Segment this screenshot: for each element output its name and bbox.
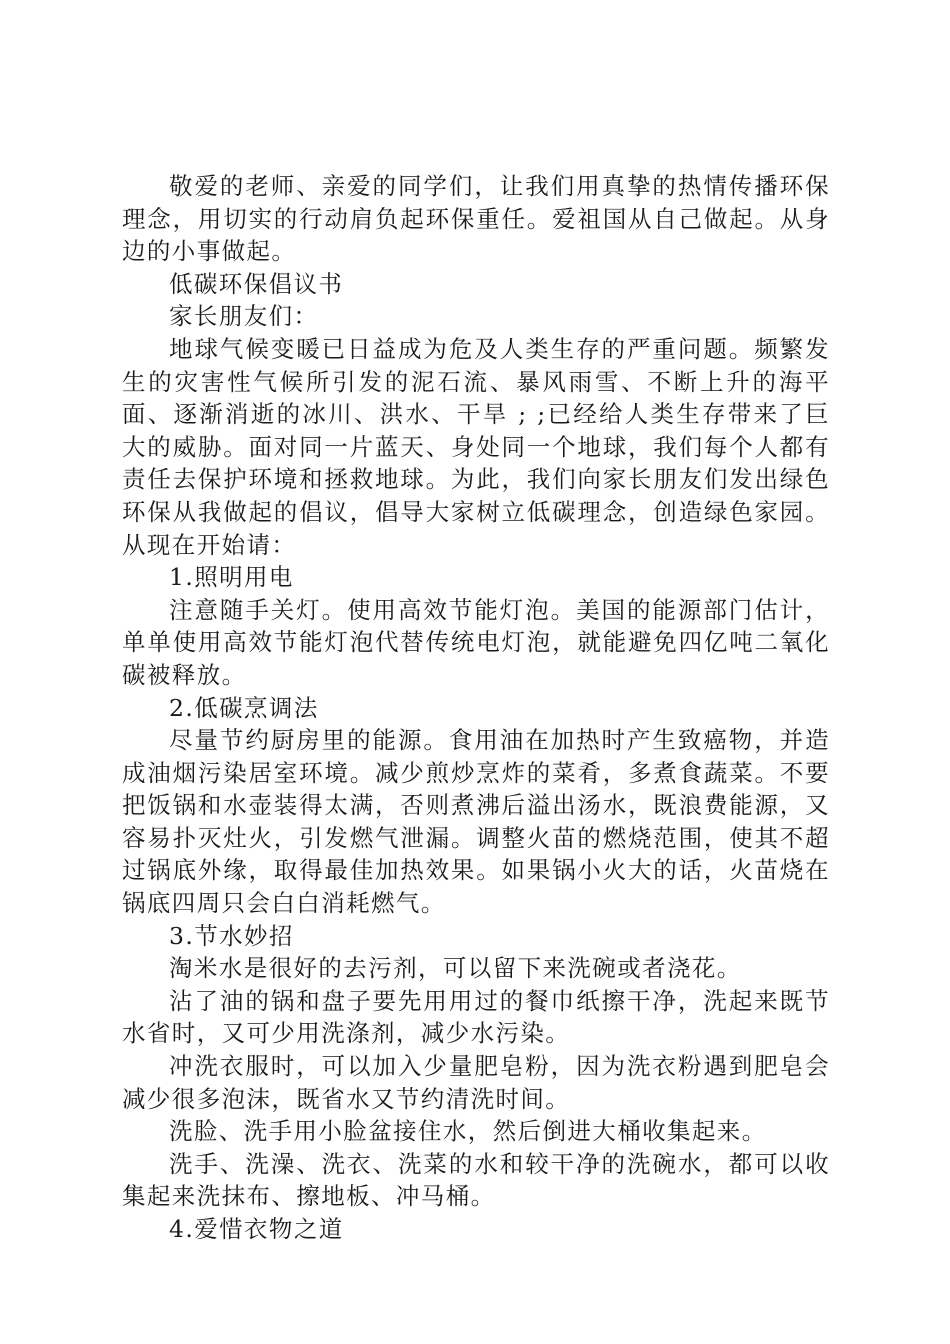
paragraph-laundry: 冲洗衣服时，可以加入少量肥皂粉，因为洗衣粉遇到肥皂会减少很多泡沫，既省水又节约清洗时间。	[122, 1052, 830, 1113]
heading-cooking: 2.低碳烹调法	[169, 693, 319, 722]
paragraph-basin: 洗脸、洗手用小脸盆接住水，然后倒进大桶收集起来。	[169, 1117, 767, 1146]
paragraph-oily-dishes: 沾了油的锅和盘子要先用用过的餐巾纸擦干净，洗起来既节水省时，又可少用洗涤剂，减少水污染。	[122, 986, 830, 1048]
paragraph-cooking: 尽量节约厨房里的能源。食用油在加热时产生致癌物，并造成油烟污染居室环境。减少煎炒烹炸的菜肴，多煮食蔬菜。不要把饭锅和水壶装得太满，否则煮沸后溢出汤水，既浪费能源，又容易扑灭灶火，引发燃气泄漏。调整火苗的燃烧范围，使其不超过锅底外缘，取得最佳加热效果。如果锅小火大的话，火苗烧在锅底四周只会白白消耗燃气。	[122, 726, 830, 918]
salutation: 家长朋友们：	[169, 302, 319, 331]
paragraph-climate-intro: 地球气候变暖已日益成为危及人类生存的严重问题。频繁发生的灾害性气候所引发的泥石流、暴风雨雪、不断上升的海平面、逐渐消逝的冰川、洪水、干旱 ; ;已经给人类生存带来了巨大的威胁。面对同一片蓝天、身处同一个地球，我们每个人都有责任去保护环境和拯救地球。为此，我们向家长朋友们发出绿色环保从我做起的倡议，倡导大家树立低碳理念，创造绿色家园。从现在开始请：	[122, 334, 830, 559]
paragraph-rice-water: 淘米水是很好的去污剂，可以留下来洗碗或者浇花。	[169, 954, 742, 983]
heading-proposal-title: 低碳环保倡议书	[169, 269, 344, 298]
document-body	[122, 170, 830, 1246]
heading-lighting: 1.照明用电	[169, 563, 294, 592]
paragraph-lighting: 注意随手关灯。使用高效节能灯泡。美国的能源部门估计，单单使用高效节能灯泡代替传统电灯泡，就能避免四亿吨二氧化碳被释放。	[122, 595, 830, 689]
paragraph-closing-appeal: 敬爱的老师、亲爱的同学们，让我们用真挚的热情传播环保理念，用切实的行动肩负起环保重任。爱祖国从自己做起。从身边的小事做起。	[122, 172, 830, 266]
heading-water-saving: 3.节水妙招	[169, 921, 294, 950]
paragraph-reuse-water: 洗手、洗澡、洗衣、洗菜的水和较干净的洗碗水，都可以收集起来洗抹布、擦地板、冲马桶。	[122, 1149, 830, 1211]
heading-clothing: 4.爱惜衣物之道	[169, 1215, 344, 1243]
